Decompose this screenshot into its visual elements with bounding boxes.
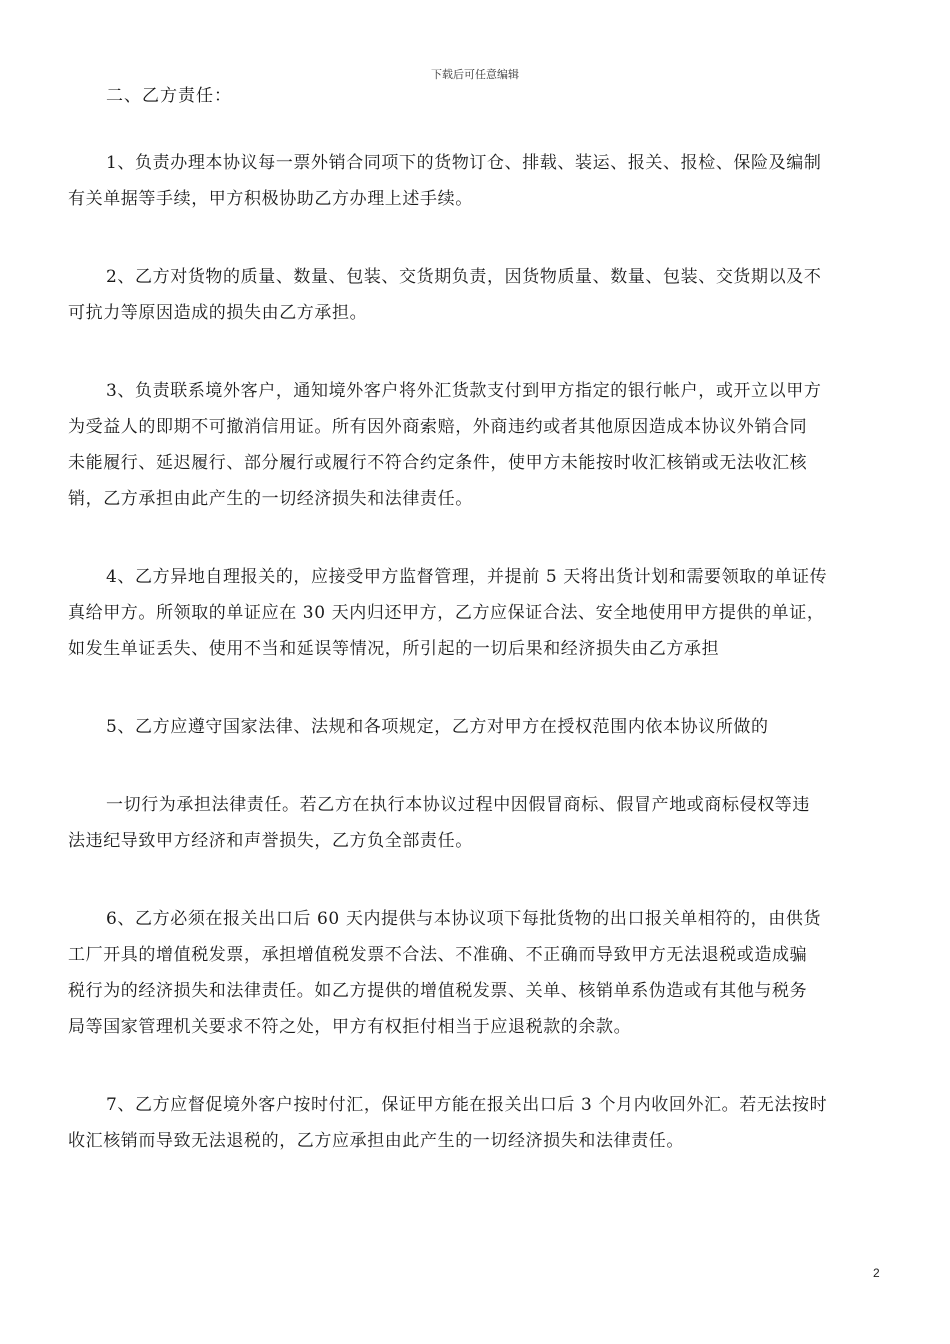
paragraph-line: 为受益人的即期不可撤消信用证。所有因外商索赔，外商违约或者其他原因造成本协议外销合同	[68, 417, 808, 437]
paragraph-line: 可抗力等原因造成的损失由乙方承担。	[68, 303, 368, 323]
paragraph-line: 真给甲方。所领取的单证应在 30 天内归还甲方，乙方应保证合法、安全地使用甲方提供的单证，	[68, 603, 825, 623]
paragraph-line: 1、负责办理本协议每一票外销合同项下的货物订仓、排载、装运、报关、报检、保险及编制	[106, 153, 822, 173]
paragraph-line: 3、负责联系境外客户，通知境外客户将外汇货款支付到甲方指定的银行帐户，或开立以甲方	[106, 381, 822, 401]
paragraph-6	[68, 787, 884, 859]
paragraph-3	[68, 373, 884, 517]
paragraph-line: 有关单据等手续，甲方积极协助乙方办理上述手续。	[68, 189, 473, 209]
paragraph-line: 一切行为承担法律责任。若乙方在执行本协议过程中因假冒商标、假冒产地或商标侵权等违	[106, 795, 810, 815]
paragraph-2	[68, 259, 884, 331]
paragraph-line: 7、乙方应督促境外客户按时付汇，保证甲方能在报关出口后 3 个月内收回外汇。若无法按时	[106, 1095, 828, 1115]
paragraph-line: 税行为的经济损失和法律责任。如乙方提供的增值税发票、关单、核销单系伪造或有其他与税务	[68, 981, 808, 1001]
paragraph-line: 6、乙方必须在报关出口后 60 天内提供与本协议项下每批货物的出口报关单相符的，由供货	[106, 909, 822, 929]
paragraph-line: 2、乙方对货物的质量、数量、包装、交货期负责，因货物质量、数量、包装、交货期以及不	[106, 267, 822, 287]
paragraph-line: 工厂开具的增值税发票，承担增值税发票不合法、不准确、不正确而导致甲方无法退税或造成骗	[68, 945, 808, 965]
paragraph-1	[68, 145, 884, 217]
header-note: 下载后可任意编辑	[431, 68, 519, 81]
paragraph-line: 局等国家管理机关要求不符之处，甲方有权拒付相当于应退税款的余款。	[68, 1017, 632, 1037]
page-number: 2	[873, 1266, 880, 1280]
paragraph-line: 未能履行、延迟履行、部分履行或履行不符合约定条件，使甲方未能按时收汇核销或无法收汇核	[68, 453, 808, 473]
paragraph-line: 法违纪导致甲方经济和声誉损失，乙方负全部责任。	[68, 831, 473, 851]
paragraph-5	[68, 709, 884, 745]
paragraph-line: 收汇核销而导致无法退税的，乙方应承担由此产生的一切经济损失和法律责任。	[68, 1131, 684, 1151]
section-title: 二、乙方责任：	[106, 86, 232, 106]
paragraph-line: 销，乙方承担由此产生的一切经济损失和法律责任。	[68, 489, 473, 509]
paragraph-8	[68, 1087, 884, 1159]
paragraph-4	[68, 559, 884, 667]
paragraph-line: 5、乙方应遵守国家法律、法规和各项规定，乙方对甲方在授权范围内依本协议所做的	[106, 717, 769, 737]
paragraph-line: 如发生单证丢失、使用不当和延误等情况，所引起的一切后果和经济损失由乙方承担	[68, 639, 720, 659]
paragraph-line: 4、乙方异地自理报关的，应接受甲方监督管理，并提前 5 天将出货计划和需要领取的单证传	[106, 567, 828, 587]
document-body	[68, 145, 884, 1201]
paragraph-7	[68, 901, 884, 1045]
